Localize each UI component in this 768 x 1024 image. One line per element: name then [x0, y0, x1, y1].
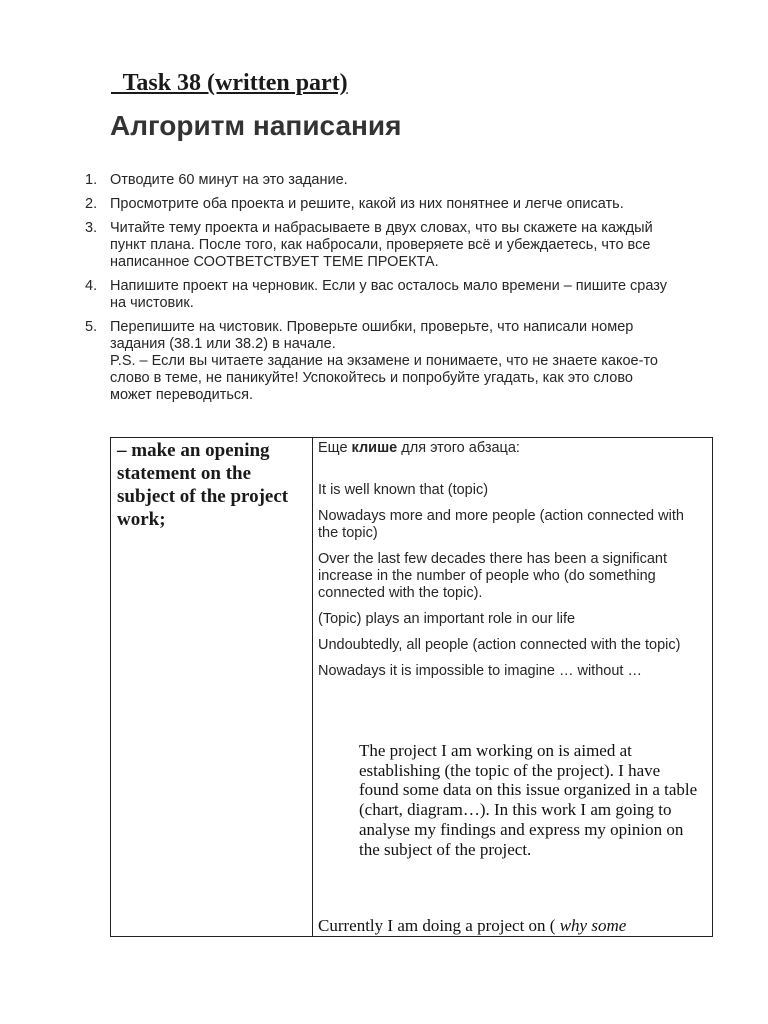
- step-number: 3.: [85, 220, 98, 236]
- step-item: [85, 172, 720, 189]
- step-number: 4.: [85, 278, 98, 294]
- paragraph-purpose: – make an opening statement on the subject of the project work;: [117, 440, 289, 530]
- step-text: написанное СООТВЕТСТВУЕТ ТЕМЕ ПРОЕКТА.: [110, 254, 439, 270]
- step-number: 2.: [85, 196, 98, 212]
- cliche-phrase: Undoubtedly, all people (action connected with the topic): [318, 637, 681, 653]
- cliche-intro: [318, 440, 703, 457]
- step-text: Просмотрите оба проекта и решите, какой из них понятнее и легче описать.: [110, 196, 624, 212]
- step-text: задания (38.1 или 38.2) в начале.: [110, 336, 336, 352]
- step-text: Напишите проект на черновик. Если у вас осталось мало времени – пишите сразу: [110, 278, 668, 294]
- step-number: 5.: [85, 319, 98, 335]
- postscript-text: может переводиться.: [110, 387, 254, 403]
- step-text: пункт плана. После того, как набросали, проверяете всё и убеждаетесь, что все: [110, 237, 651, 253]
- steps-list: [85, 172, 720, 411]
- phrases-table: [110, 437, 713, 937]
- step-item: [85, 196, 720, 213]
- step-text: на чистовик.: [110, 295, 194, 311]
- cliche-list: [318, 482, 703, 680]
- sample-opening-plain: Currently I am doing a project on (: [318, 916, 560, 935]
- step-item: [85, 220, 720, 271]
- cliche-phrase: Nowadays it is impossible to imagine … without …: [318, 663, 642, 679]
- postscript-text: слово в теме, не паникуйте! Успокойтесь и попробуйте угадать, как это слово: [110, 370, 633, 386]
- step-item: [85, 319, 720, 404]
- sample-opening-line: [318, 916, 708, 935]
- cliche-phrase: (Topic) plays an important role in our life: [318, 611, 576, 627]
- step-text: Читайте тему проекта и набрасываете в двух словах, что вы скажете на каждый: [110, 220, 653, 236]
- sample-opening-italic: why some: [559, 916, 627, 935]
- cliche-intro-bold: клише: [351, 440, 398, 456]
- step-number: 1.: [85, 172, 98, 188]
- cliche-phrase: Over the last few decades there has been a significant increase in the number of people who (do something connected with the topic).: [318, 551, 668, 601]
- cliche-phrase: It is well known that (topic): [318, 482, 489, 498]
- postscript-text: P.S. – Если вы читаете задание на экзамене и понимаете, что не знаете какое-то: [110, 353, 658, 369]
- cliche-intro-suffix: для этого абзаца:: [397, 440, 520, 456]
- task-title: Task 38 (written part): [111, 70, 348, 96]
- sample-paragraph: The project I am working on is aimed at establishing (the topic of the project). I have found some data on this issue organized in a table (chart, diagram…). In this work I am going to analyse my findings and express my opinion on the subject of the project.: [359, 741, 698, 859]
- step-text: Отводите 60 минут на это задание.: [110, 172, 348, 188]
- cliche-phrase: Nowadays more and more people (action connected with the topic): [318, 508, 684, 541]
- cliche-cell: [318, 438, 703, 689]
- main-heading: Алгоритм написания: [110, 110, 402, 141]
- step-item: [85, 278, 720, 312]
- cliche-intro-prefix: Еще: [318, 440, 352, 456]
- table-divider: [312, 438, 313, 936]
- step-text: Перепишите на чистовик. Проверьте ошибки, проверьте, что написали номер: [110, 319, 634, 335]
